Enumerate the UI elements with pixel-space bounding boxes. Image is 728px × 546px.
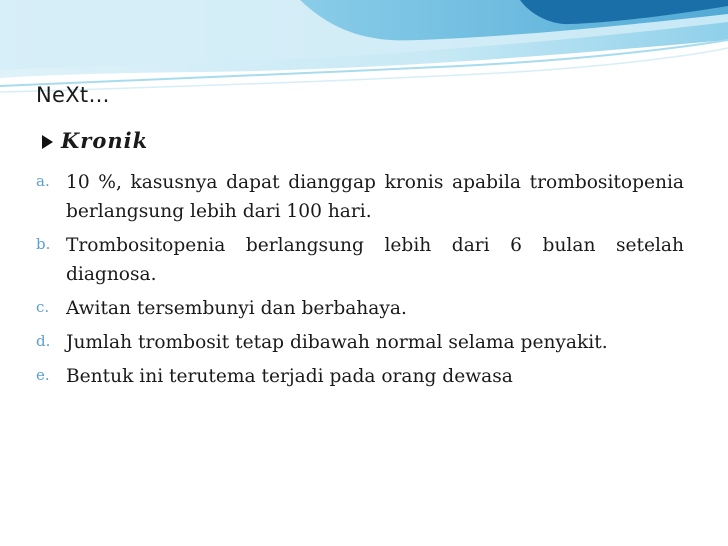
list-item-text: 10 %, kasusnya dapat dianggap kronis apabila trombositopenia berlangsung lebih dari 100 hari. [66,172,684,222]
list-marker: d. [36,332,51,350]
triangle-bullet-icon [42,135,53,149]
list-item [36,231,684,289]
list-item [36,328,684,357]
list-item [36,168,684,226]
subheading [42,128,148,153]
list-marker: a. [36,172,50,190]
list-marker: c. [36,298,50,316]
subheading-label: Kronik [61,128,149,153]
slide-title: NeXt… [36,83,110,107]
list-item-text: Jumlah trombosit tetap dibawah normal selama penyakit. [66,332,608,353]
list-item-text: Trombositopenia berlangsung lebih dari 6 bulan setelah diagnosa. [66,235,684,285]
list-item-text: Awitan tersembunyi dan berbahaya. [66,298,407,319]
list-item [36,362,684,391]
list-marker: e. [36,366,50,384]
list-item-text: Bentuk ini terutema terjadi pada orang dewasa [66,366,513,387]
list-item [36,294,684,323]
list-marker: b. [36,235,51,253]
item-list [36,168,684,396]
